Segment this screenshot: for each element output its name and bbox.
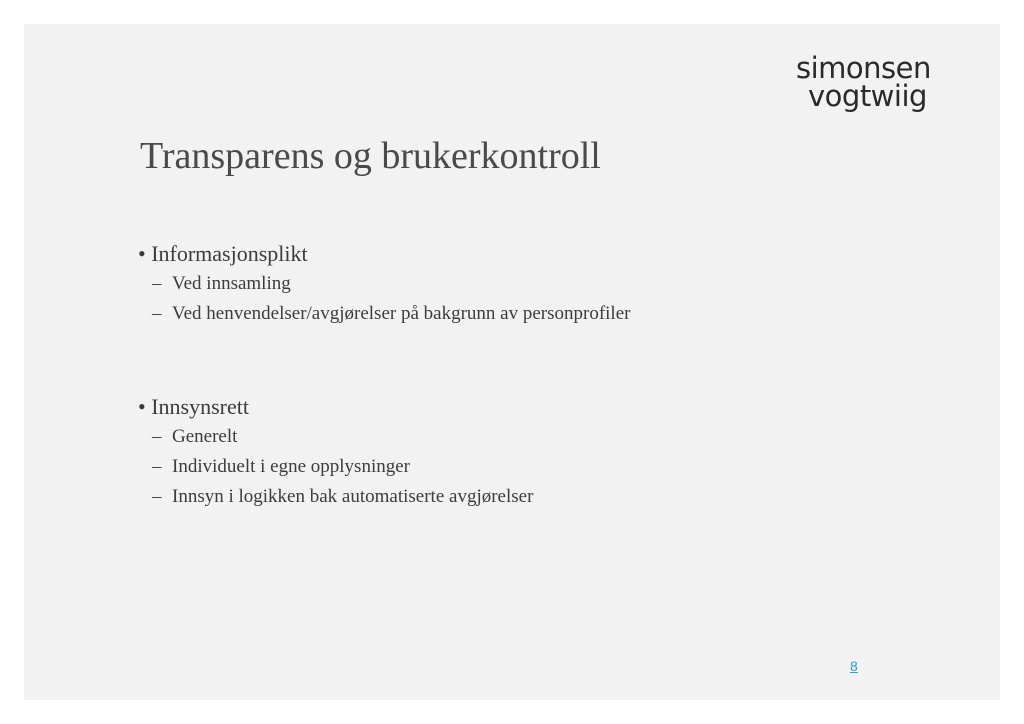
- dash-symbol: –: [152, 456, 162, 477]
- sub-item-text: Innsyn i logikken bak automatiserte avgjørelser: [172, 486, 534, 507]
- sub-item-text: Individuelt i egne opplysninger: [172, 456, 410, 477]
- section-spacer: [138, 329, 630, 392]
- sub-item: [138, 422, 630, 452]
- sub-item-text: Ved innsamling: [172, 273, 291, 294]
- bullet-symbol: •: [138, 241, 146, 266]
- logo-line-2: vogtwiig: [808, 79, 927, 113]
- bullet-item: [138, 239, 630, 269]
- dash-symbol: –: [152, 303, 162, 324]
- sub-item: [138, 299, 630, 329]
- page-number-link[interactable]: 8: [850, 658, 858, 674]
- slide-content: [138, 239, 630, 512]
- bullet-item: [138, 392, 630, 422]
- sub-item: [138, 269, 630, 299]
- bullet-text: Innsynsrett: [151, 394, 249, 419]
- slide: [24, 24, 1000, 700]
- dash-symbol: –: [152, 273, 162, 294]
- sub-item: [138, 452, 630, 482]
- dash-symbol: –: [152, 426, 162, 447]
- bullet-text: Informasjonsplikt: [151, 241, 308, 266]
- sub-item-text: Generelt: [172, 426, 238, 447]
- company-logo: [796, 51, 956, 113]
- logo-line-1: simonsen: [796, 51, 931, 85]
- dash-symbol: –: [152, 486, 162, 507]
- bullet-symbol: •: [138, 394, 146, 419]
- slide-title: Transparens og brukerkontroll: [140, 135, 601, 177]
- sub-item: [138, 482, 630, 512]
- sub-item-text: Ved henvendelser/avgjørelser på bakgrunn av personprofiler: [172, 303, 631, 324]
